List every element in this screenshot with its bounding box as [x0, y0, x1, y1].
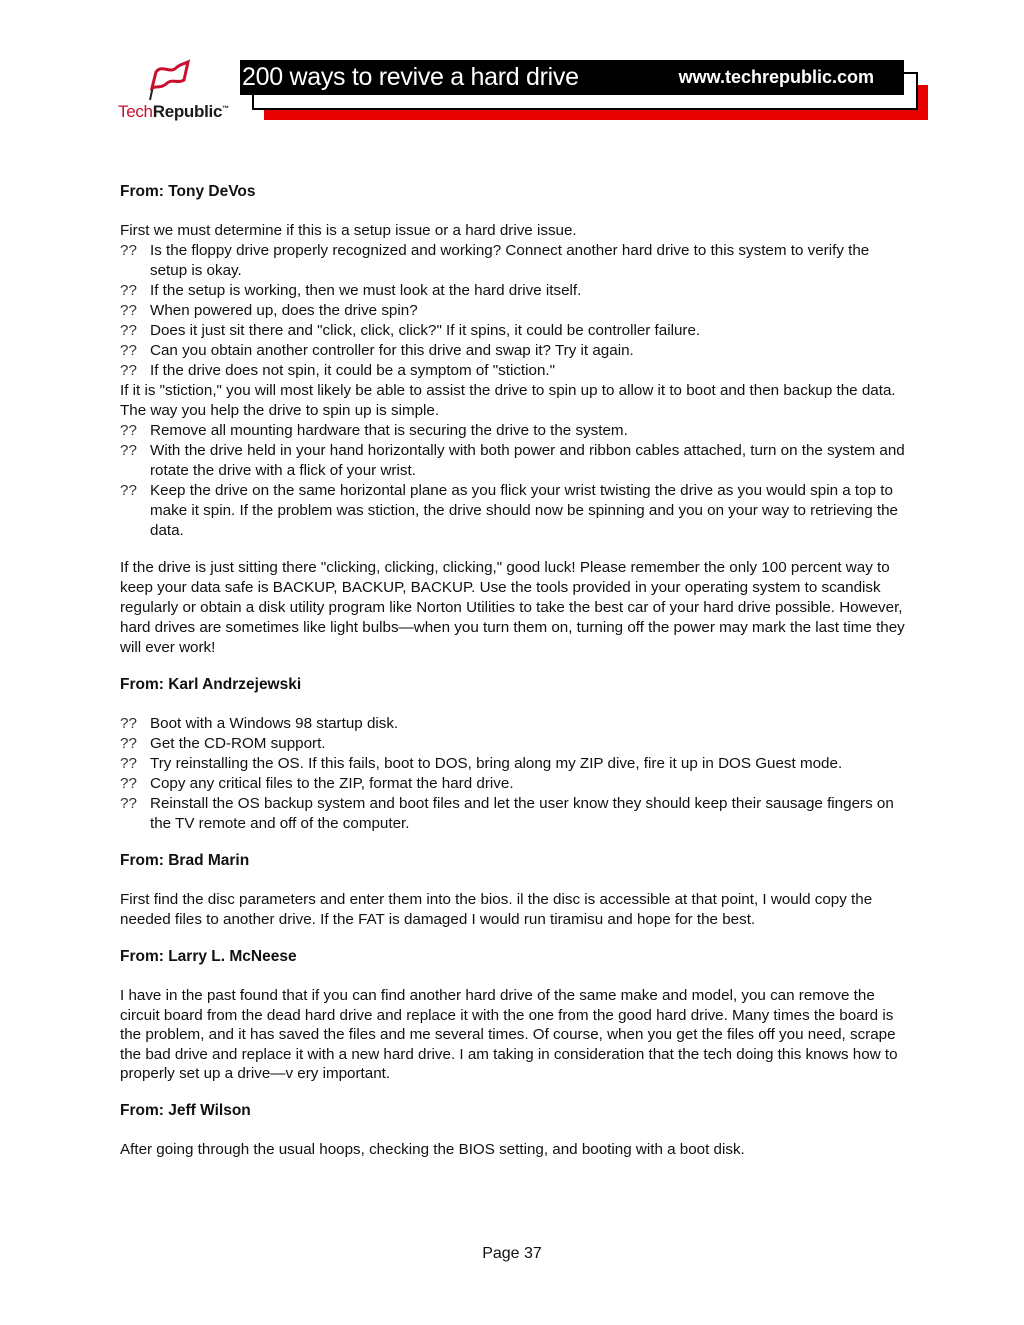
bullet-marker: ??: [120, 442, 137, 459]
list-item: ?? Is the floppy drive properly recognized and working? Connect another hard drive to this system to verify the setup is okay.: [120, 242, 870, 279]
paragraph: First find the disc parameters and enter them into the bios. il the disc is accessible at that point, I would copy the needed files to another drive. If the FAT is damaged I would run tiramisu and hope for the best.: [120, 891, 873, 928]
paragraph: If the drive is just sitting there "clicking, clicking, clicking," good luck! Please remember the only 100 percent way to keep your data safe is BACKUP, BACKUP, BACKUP. Use the tools provided in your operating system to scandisk regularly or obtain a disk utility program like Norton Utilities to take the best car of your hard drive possible. However, hard drives are sometimes like light bulbs—when you turn them on, turning off the power may mark the last time they will ever work!: [120, 559, 905, 656]
logo-text-republic: Republic: [152, 102, 223, 121]
list-item: ?? When powered up, does the drive spin?: [120, 302, 418, 319]
bullet-marker: ??: [120, 282, 137, 299]
bullet-marker: ??: [120, 755, 137, 772]
list-item: ?? Keep the drive on the same horizontal plane as you flick your wrist twisting the drive as you would spin a top to make it spin. If the problem was stiction, the drive should now be spinning and you on your way to retrieving the data.: [120, 482, 898, 539]
document-title: 200 ways to revive a hard drive: [242, 63, 579, 91]
list-item: ?? If the setup is working, then we must look at the hard drive itself.: [120, 282, 582, 299]
section-author: From: Jeff Wilson: [120, 1101, 251, 1119]
bullet-marker: ??: [120, 302, 137, 319]
bullet-marker: ??: [120, 795, 137, 812]
list-item: ?? With the drive held in your hand horizontally with both power and ribbon cables attached, turn on the system and rotate the drive with a flick of your wrist.: [120, 442, 905, 479]
logo-text-tech: Tech: [118, 102, 153, 121]
header-banner: [240, 60, 904, 95]
paragraph: After going through the usual hoops, checking the BIOS setting, and booting with a boot disk.: [120, 1140, 745, 1158]
techrepublic-logo: [118, 58, 238, 128]
list-item: ?? Remove all mounting hardware that is securing the drive to the system.: [120, 422, 628, 439]
site-url[interactable]: www.techrepublic.com: [678, 67, 874, 87]
bullet-marker: ??: [120, 482, 137, 499]
section-author: From: Karl Andrzejewski: [120, 676, 302, 693]
bullet-marker: ??: [120, 422, 137, 439]
list-item: ?? Can you obtain another controller for this drive and swap it? Try it again.: [120, 342, 634, 359]
page-number: Page 37: [482, 1245, 542, 1262]
bullet-list: [120, 714, 910, 834]
logo-trademark: ™: [222, 105, 229, 113]
list-item: ?? Does it just sit there and "click, click, click?" If it spins, it could be controller failure.: [120, 322, 701, 339]
bullet-marker: ??: [120, 775, 137, 792]
section-author: From: Brad Marin: [120, 852, 250, 869]
paragraph: First we must determine if this is a setup issue or a hard drive issue.: [120, 222, 577, 239]
list-item: ?? Reinstall the OS backup system and boot files and let the user know they should keep their sausage fingers on the TV remote and off of the computer.: [120, 795, 894, 832]
section-author: From: Larry L. McNeese: [120, 948, 297, 965]
paragraph: I have in the past found that if you can find another hard drive of the same make and model, you can remove the circuit board from the dead hard drive and replace it with the one from the good hard drive. Many times the board is the problem, and it has saved the files and me several times. Of course, when you get the files off you need, scrape the bad drive and replace it with a new hard drive. I am taking in consideration that the tech doing this knows how to properly set up a drive—v ery important.: [120, 987, 898, 1082]
bullet-marker: ??: [120, 715, 137, 732]
bullet-marker: ??: [120, 242, 137, 259]
list-item: ?? Copy any critical files to the ZIP, format the hard drive.: [120, 775, 514, 792]
paragraph: If it is "stiction," you will most likely be able to assist the drive to spin up to allow it to boot and then backup the data. The way you help the drive to spin up is simple.: [120, 382, 896, 419]
bullet-marker: ??: [120, 362, 137, 379]
flag-icon: [144, 58, 192, 102]
bullet-list: [120, 241, 910, 381]
bullet-marker: ??: [120, 342, 137, 359]
bullet-marker: ??: [120, 735, 137, 752]
bullet-marker: ??: [120, 322, 137, 339]
list-item: ?? If the drive does not spin, it could be a symptom of "stiction.": [120, 362, 556, 379]
list-item: ?? Boot with a Windows 98 startup disk.: [120, 715, 399, 732]
section-author: From: Tony DeVos: [120, 183, 256, 200]
list-item: ?? Get the CD-ROM support.: [120, 735, 326, 752]
document-body: [120, 182, 910, 1160]
bullet-list: [120, 421, 910, 541]
list-item: ?? Try reinstalling the OS. If this fails, boot to DOS, bring along my ZIP dive, fire it up in DOS Guest mode.: [120, 755, 843, 772]
